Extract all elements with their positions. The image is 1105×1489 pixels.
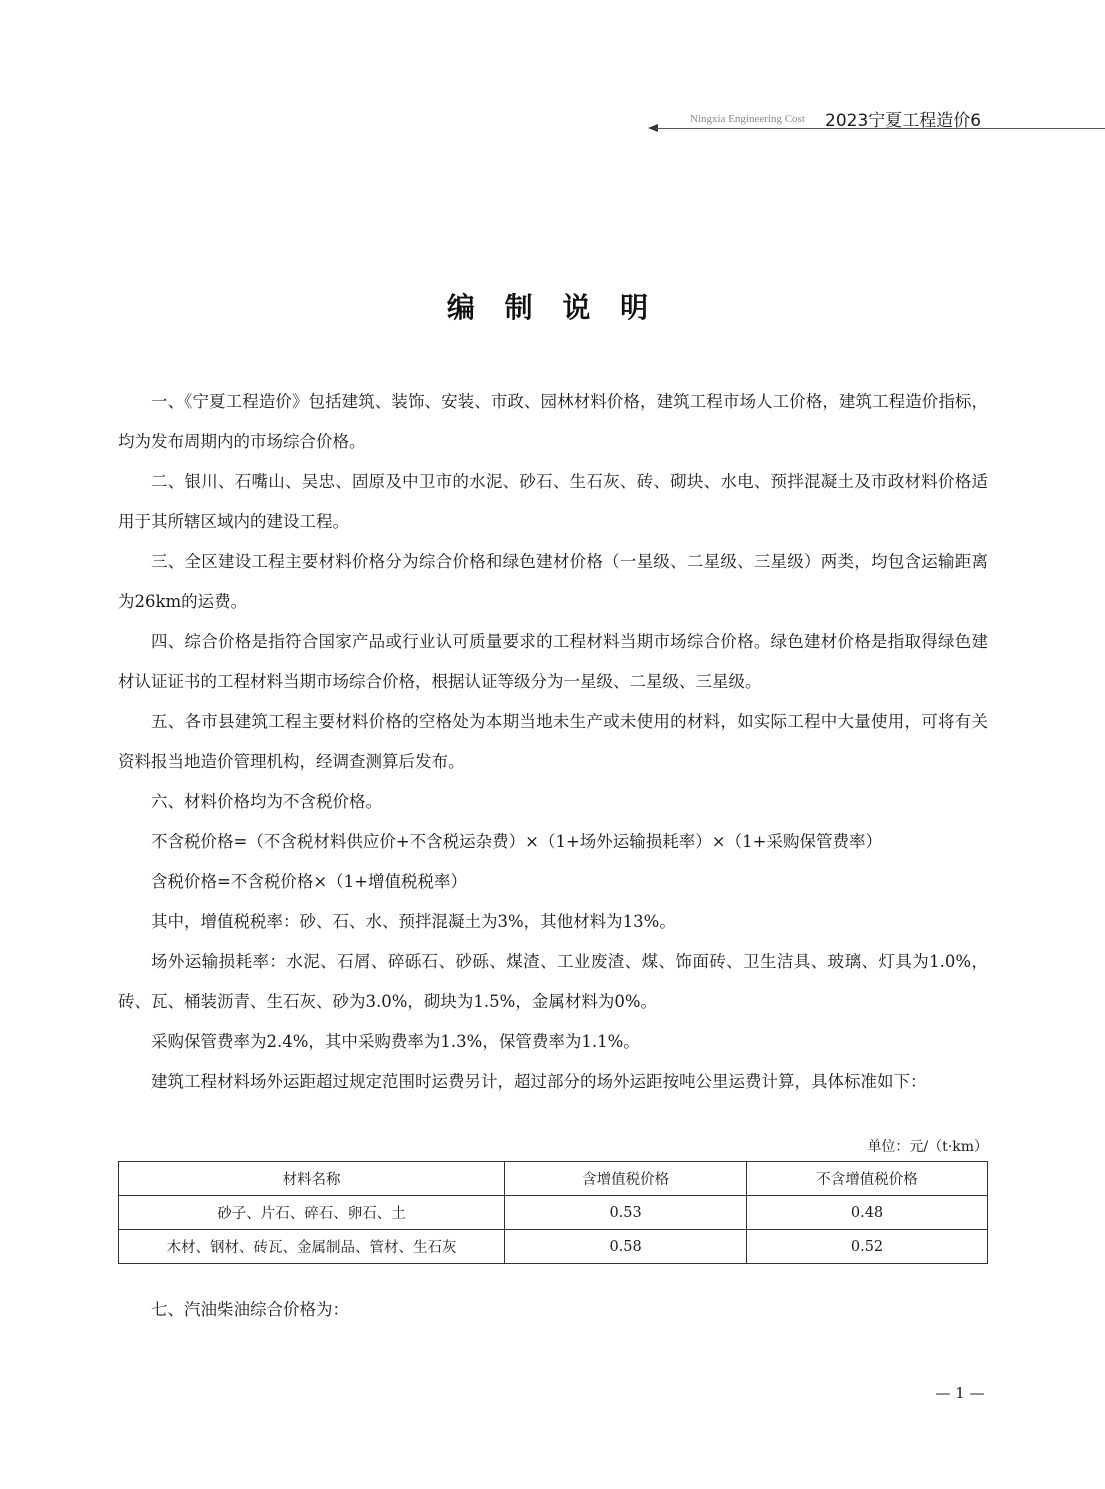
table-cell-material: 木材、钢材、砖瓦、金属制品、管材、生石灰 bbox=[119, 1230, 505, 1264]
paragraph-6: 六、材料价格均为不含税价格。 bbox=[151, 792, 382, 811]
table-unit-label: 单位：元/（t·km） bbox=[867, 1139, 988, 1155]
storage-fee-note: 采购保管费率为2.4%，其中采购费率为1.3%，保管费率为1.1%。 bbox=[151, 1032, 640, 1051]
table-row bbox=[119, 1196, 988, 1230]
column-header-material: 材料名称 bbox=[119, 1162, 505, 1196]
table-cell-tax-excluded: 0.48 bbox=[747, 1196, 988, 1230]
header-rule bbox=[656, 128, 1105, 129]
page-number: — 1 — bbox=[935, 1384, 985, 1402]
table-row bbox=[119, 1230, 988, 1264]
paragraph-1: 一、《宁夏工程造价》包括建筑、装饰、安装、市政、园林材料价格，建筑工程市场人工价格，建筑工程造价指标，均为发布周期内的市场综合价格。 bbox=[118, 392, 988, 451]
table-cell-material: 砂子、片石、碎石、卵石、土 bbox=[119, 1196, 505, 1230]
body-text bbox=[118, 382, 988, 1102]
transport-loss-note: 场外运输损耗率：水泥、石屑、碎砾石、砂砾、煤渣、工业废渣、煤、饰面砖、卫生洁具、玻璃、灯具为1.0%，砖、瓦、桶装沥青、生石灰、砂为3.0%，砌块为1.5%，金属材料为0%。 bbox=[118, 952, 988, 1011]
running-header bbox=[690, 106, 1105, 130]
formula-taxed: 含税价格=不含税价格×（1+增值税税率） bbox=[151, 872, 467, 891]
fuel-price-heading: 七、汽油柴油综合价格为： bbox=[151, 1300, 349, 1319]
page-title: 编 制 说 明 bbox=[446, 291, 659, 324]
header-english-title: Ningxia Engineering Cost bbox=[690, 113, 805, 125]
table-cell-tax-included: 0.58 bbox=[505, 1230, 747, 1264]
paragraph-4: 四、综合价格是指符合国家产品或行业认可质量要求的工程材料当期市场综合价格。绿色建材价格是指取得绿色建材认证证书的工程材料当期市场综合价格，根据认证等级分为一星级、二星级、三星级。 bbox=[118, 632, 988, 691]
formula-untaxed: 不含税价格=（不含税材料供应价+不含税运杂费）×（1+场外运输损耗率）×（1+采购保管费率） bbox=[151, 832, 882, 851]
freight-rate-table bbox=[118, 1161, 988, 1264]
freight-note: 建筑工程材料场外运距超过规定范围时运费另计，超过部分的场外运距按吨公里运费计算，具体标准如下： bbox=[151, 1072, 927, 1091]
column-header-tax-excluded: 不含增值税价格 bbox=[747, 1162, 988, 1196]
header-chinese-title: 2023宁夏工程造价6 bbox=[825, 111, 982, 131]
column-header-tax-included: 含增值税价格 bbox=[505, 1162, 747, 1196]
paragraph-2: 二、银川、石嘴山、吴忠、固原及中卫市的水泥、砂石、生石灰、砖、砌块、水电、预拌混凝土及市政材料价格适用于其所辖区域内的建设工程。 bbox=[118, 472, 988, 531]
vat-rate-note: 其中，增值税税率：砂、石、水、预拌混凝土为3%，其他材料为13%。 bbox=[151, 912, 676, 931]
table-header-row bbox=[119, 1162, 988, 1196]
paragraph-3: 三、全区建设工程主要材料价格分为综合价格和绿色建材价格（一星级、二星级、三星级）两类，均包含运输距离为26km的运费。 bbox=[118, 552, 988, 611]
paragraph-5: 五、各市县建筑工程主要材料价格的空格处为本期当地未生产或未使用的材料，如实际工程中大量使用，可将有关资料报当地造价管理机构，经调查测算后发布。 bbox=[118, 712, 988, 771]
table-cell-tax-included: 0.53 bbox=[505, 1196, 747, 1230]
table-cell-tax-excluded: 0.52 bbox=[747, 1230, 988, 1264]
